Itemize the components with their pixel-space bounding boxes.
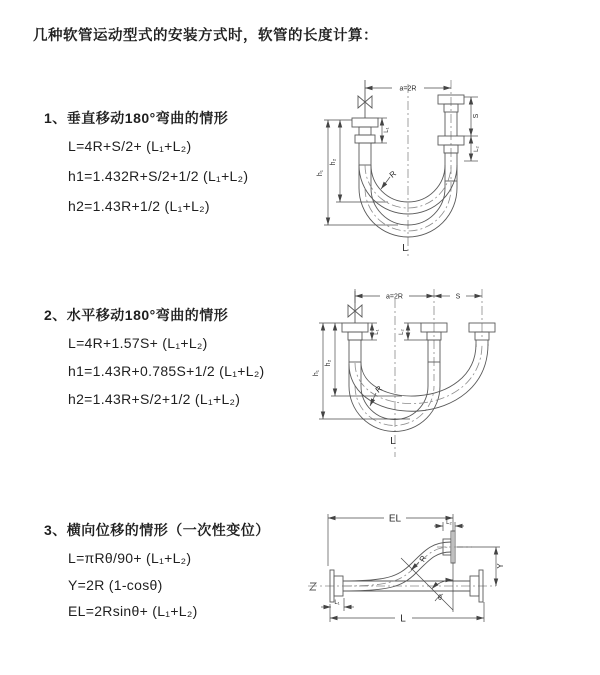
angle-theta <box>401 558 453 610</box>
radius-leader <box>381 169 398 189</box>
svg-text:h₁: h₁ <box>317 169 324 177</box>
dim-L <box>330 602 484 625</box>
svg-text:S: S <box>473 113 480 119</box>
section-3-formula-EL: EL=2Rsinθ+ (L₁+L₂) <box>68 603 198 619</box>
section-1-heading: 1、垂直移动180°弯曲的情形 <box>44 110 229 126</box>
svg-text:S: S <box>455 293 461 301</box>
dim-h1 <box>313 323 410 419</box>
dim-L1 <box>361 323 380 340</box>
hose-u-moved <box>349 344 488 411</box>
dim-L2 <box>464 136 480 161</box>
dim-Y <box>457 547 505 586</box>
hose-s-curve <box>343 542 451 591</box>
dim-span <box>365 86 451 93</box>
diagram-lateral-displacement <box>300 500 600 650</box>
svg-text:Y: Y <box>496 563 505 569</box>
section-3-formula-Y: Y=2R (1-cosθ) <box>68 577 163 593</box>
section-1-formula-h2: h2=1.43R+1/2 (L₁+L₂) <box>68 198 210 214</box>
diagram-vertical-180-bend <box>308 70 598 260</box>
svg-text:R: R <box>417 553 429 564</box>
section-3-heading: 3、横向位移的情形（一次性变位） <box>44 522 270 538</box>
svg-text:L₂: L₂ <box>474 146 480 152</box>
dim-stroke <box>434 294 482 301</box>
break-mark <box>310 583 316 590</box>
svg-text:a=2R: a=2R <box>399 85 417 93</box>
hose-braid <box>349 340 361 362</box>
svg-text:θ: θ <box>438 595 442 602</box>
left-flange-fitting <box>342 323 368 362</box>
hose-u-original <box>349 386 440 432</box>
section-2-formula-L: L=4R+1.57S+ (L₁+L₂) <box>68 335 208 351</box>
right-flange-original <box>438 136 464 181</box>
svg-text:L₁: L₁ <box>374 329 380 335</box>
dim-L2 <box>434 520 464 531</box>
diagram-horizontal-180-bend <box>310 281 600 461</box>
svg-text:h₂: h₂ <box>325 359 332 367</box>
svg-text:a=2R: a=2R <box>386 293 403 301</box>
svg-text:L₁: L₁ <box>334 600 340 606</box>
svg-text:L₂: L₂ <box>446 520 452 526</box>
radius-leader <box>370 384 384 406</box>
section-1-formula-h1: h1=1.432R+S/2+1/2 (L₁+L₂) <box>68 168 249 184</box>
svg-text:R: R <box>387 169 398 180</box>
page-title: 几种软管运动型式的安装方式时，软管的长度计算： <box>33 28 378 44</box>
section-3-formula-L: L=πRθ/90+ (L₁+L₂) <box>68 550 192 566</box>
dim-span <box>355 289 434 303</box>
hose-braid <box>359 143 371 165</box>
length-label: L <box>402 243 408 254</box>
left-flange-fitting <box>352 118 378 165</box>
dim-stroke <box>464 97 480 136</box>
dim-L2 <box>399 323 427 340</box>
svg-text:L: L <box>400 613 406 625</box>
valve-icon <box>358 80 372 118</box>
dim-L1 <box>371 118 390 143</box>
section-2-formula-h2: h2=1.43R+S/2+1/2 (L₁+L₂) <box>68 391 241 407</box>
section-1-formula-L: L=4R+S/2+ (L₁+L₂) <box>68 138 192 154</box>
dim-EL <box>328 514 453 613</box>
svg-text:L₁: L₁ <box>384 127 390 133</box>
svg-text:h₂: h₂ <box>330 158 337 166</box>
svg-text:EL: EL <box>388 513 402 525</box>
length-label: L <box>390 436 396 447</box>
svg-text:R: R <box>373 384 384 395</box>
svg-text:h₁: h₁ <box>313 369 320 377</box>
section-2-formula-h1: h1=1.43R+0.785S+1/2 (L₁+L₂) <box>68 363 265 379</box>
section-2-heading: 2、水平移动180°弯曲的情形 <box>44 307 229 323</box>
dim-L1 <box>321 598 354 611</box>
svg-text:L₂: L₂ <box>399 329 405 335</box>
dim-h2 <box>325 323 402 396</box>
